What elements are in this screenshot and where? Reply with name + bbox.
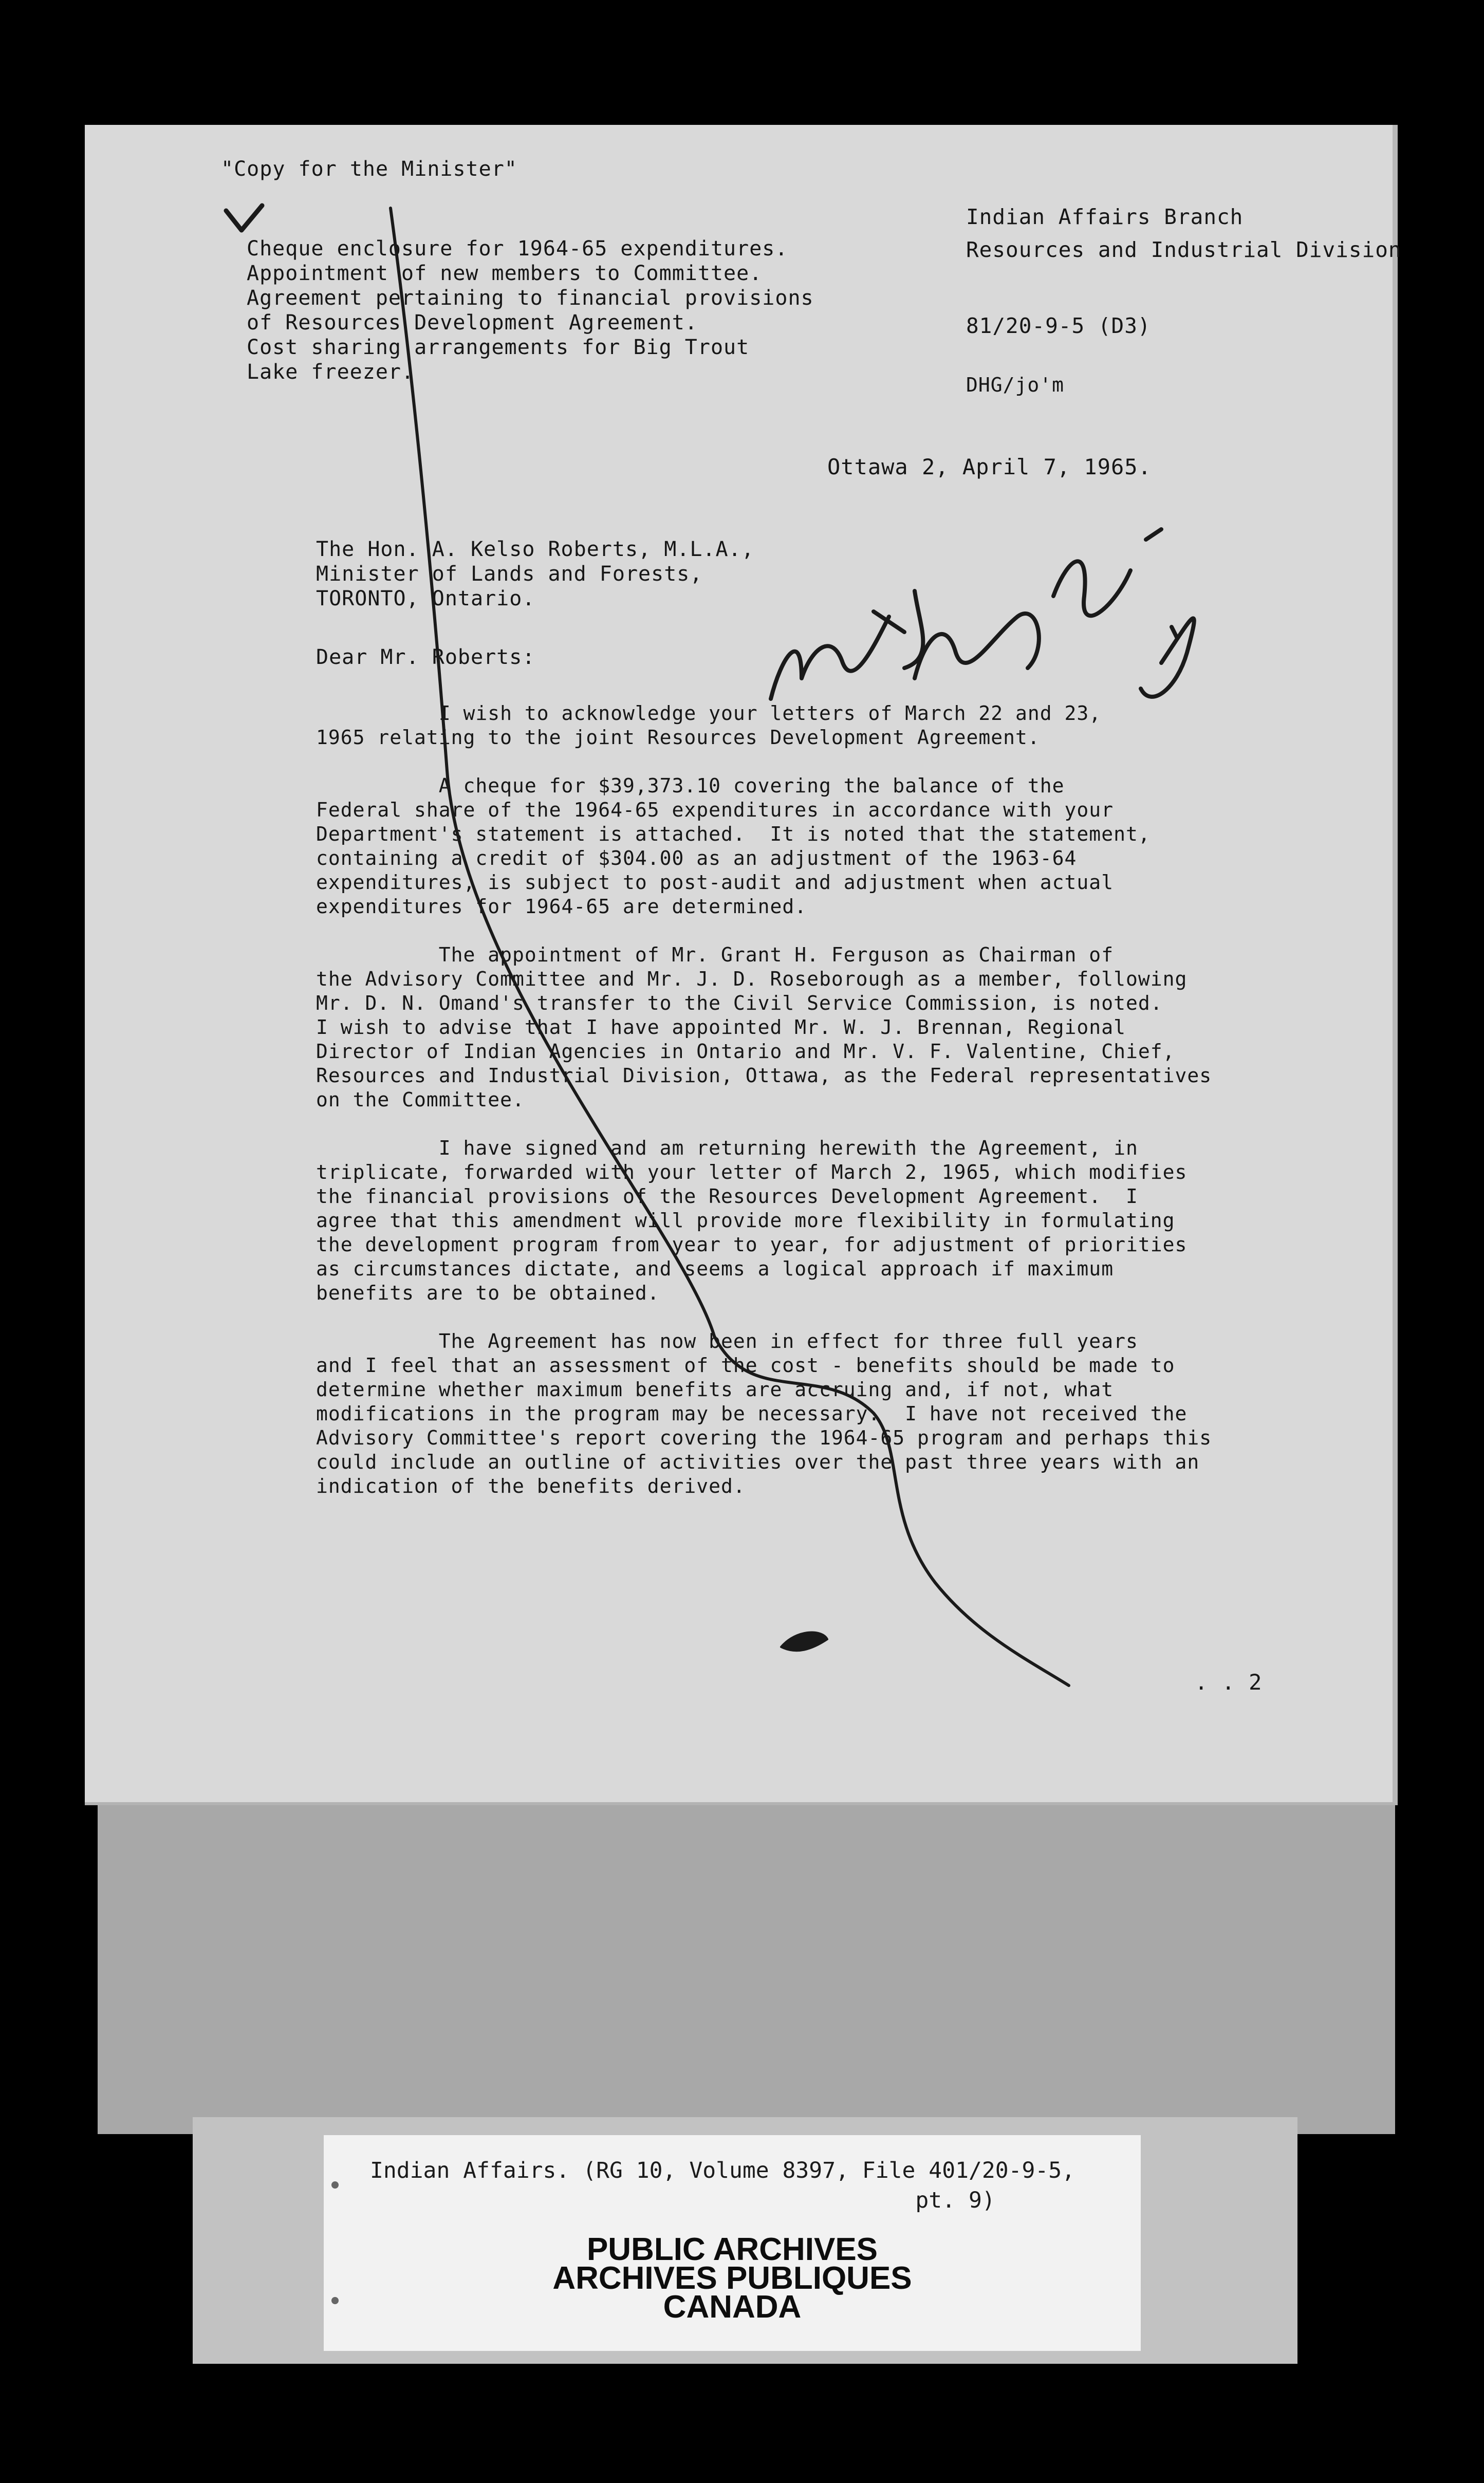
subject-line: Lake freezer.: [247, 360, 415, 384]
address-line: The Hon. A. Kelso Roberts, M.L.A.,: [316, 538, 754, 561]
subject-lines: [247, 236, 814, 384]
stamp-line: ARCHIVES PUBLIQUES: [552, 2260, 912, 2296]
body-line: I wish to advise that I have appointed Mr. W. J. Brennan, Regional: [316, 1016, 1126, 1039]
subject-line: of Resources Development Agreement.: [247, 311, 698, 335]
body-line: expenditures for 1964-65 are determined.: [316, 895, 807, 918]
body-line: triplicate, forwarded with your letter of March 2, 1965, which modifies: [316, 1161, 1188, 1183]
archive-reference: [370, 2156, 1075, 2215]
subject-line: Cheque enclosure for 1964-65 expenditures.: [247, 237, 788, 261]
body-line: benefits are to be obtained.: [316, 1282, 660, 1304]
typist-initials: DHG/jo'm: [966, 374, 1065, 396]
body-line: agree that this amendment will provide more flexibility in formulating: [316, 1209, 1175, 1232]
body-line: modifications in the program may be necessary. I have not received the: [316, 1402, 1188, 1425]
body-line: on the Committee.: [316, 1088, 525, 1111]
body-line: Federal share of the 1964-65 expenditures in accordance with your: [316, 799, 1114, 821]
body-line: Department's statement is attached. It is noted that the statement,: [316, 823, 1151, 845]
branch-line: Resources and Industrial Division: [966, 237, 1402, 262]
body-line: indication of the benefits derived.: [316, 1475, 746, 1497]
subject-line: Appointment of new members to Committee.: [247, 262, 763, 285]
body-line: 1965 relating to the joint Resources Development Agreement.: [316, 726, 1040, 749]
body-line: Advisory Committee's report covering the 1964-65 program and perhaps this: [316, 1426, 1212, 1449]
file-reference: 81/20-9-5 (D3): [966, 313, 1151, 338]
address-line: TORONTO, Ontario.: [316, 587, 535, 610]
body-line: I have signed and am returning herewith the Agreement, in: [316, 1137, 1138, 1159]
page-continuation: . . 2: [1195, 1670, 1263, 1695]
branch-block: [966, 200, 1402, 266]
body-line: as circumstances dictate, and seems a logical approach if maximum: [316, 1257, 1114, 1280]
body-line: I wish to acknowledge your letters of March 22 and 23,: [316, 702, 1102, 725]
backing-sheet: [98, 1805, 1395, 2134]
date-line: Ottawa 2, April 7, 1965.: [827, 454, 1152, 479]
body-line: Mr. D. N. Omand's transfer to the Civil Service Commission, is noted.: [316, 992, 1163, 1014]
body-line: expenditures, is subject to post-audit and adjustment when actual: [316, 871, 1114, 894]
body-line: the Advisory Committee and Mr. J. D. Roseborough as a member, following: [316, 968, 1188, 990]
handwritten-note-text: [771, 576, 1192, 658]
body-line: Resources and Industrial Division, Ottawa, as the Federal representatives: [316, 1064, 1212, 1087]
subject-line: Cost sharing arrangements for Big Trout: [247, 336, 750, 359]
hole-punch-mark: [331, 2181, 339, 2189]
body-line: The Agreement has now been in effect for three full years: [316, 1330, 1138, 1352]
body-line: the development program from year to year, for adjustment of priorities: [316, 1233, 1188, 1256]
body-line: Director of Indian Agencies in Ontario and Mr. V. F. Valentine, Chief,: [316, 1040, 1175, 1063]
letter-body: [316, 701, 1212, 1498]
address-block: [316, 537, 754, 611]
stamp-line: PUBLIC ARCHIVES: [586, 2232, 878, 2267]
salutation: Dear Mr. Roberts:: [316, 645, 535, 669]
body-line: containing a credit of $304.00 as an adjustment of the 1963-64: [316, 847, 1077, 869]
body-line: and I feel that an assessment of the cost - benefits should be made to: [316, 1354, 1175, 1377]
body-line: The appointment of Mr. Grant H. Ferguson as Chairman of: [316, 943, 1114, 966]
body-line: could include an outline of activities over the past three years with an: [316, 1451, 1200, 1473]
copy-note: "Copy for the Minister": [221, 157, 517, 181]
branch-line: Indian Affairs Branch: [966, 205, 1244, 229]
address-line: Minister of Lands and Forests,: [316, 562, 703, 586]
stamp-line: CANADA: [663, 2289, 802, 2325]
body-line: determine whether maximum benefits are accruing and, if not, what: [316, 1378, 1114, 1401]
reference-line: Indian Affairs. (RG 10, Volume 8397, File 401/20-9-5,: [370, 2158, 1075, 2183]
reference-line: pt. 9): [370, 2188, 995, 2213]
body-line: A cheque for $39,373.10 covering the balance of the: [316, 774, 1065, 797]
archive-stamp: [324, 2232, 1141, 2325]
subject-line: Agreement pertaining to financial provisions: [247, 286, 814, 310]
body-line: the financial provisions of the Resources Development Agreement. I: [316, 1185, 1138, 1208]
